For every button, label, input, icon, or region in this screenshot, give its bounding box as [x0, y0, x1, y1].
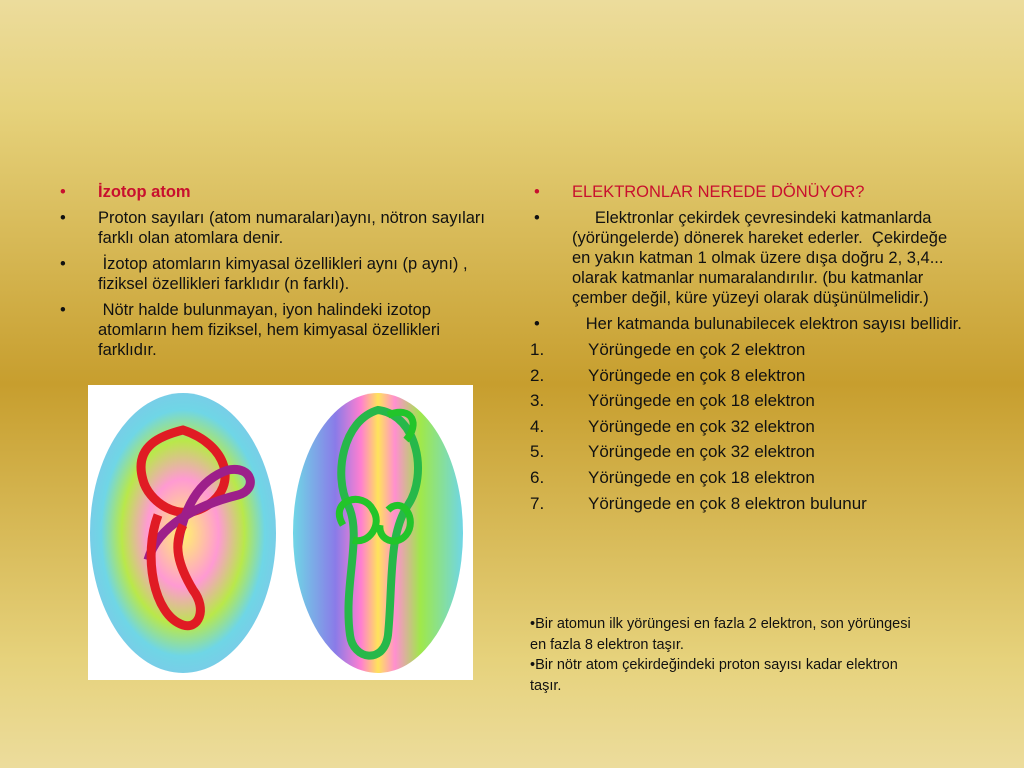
- list-item: [530, 182, 970, 202]
- list-item-text: Elektronlar çekirdek çevresindeki katmanlarda (yörüngelerde) dönerek hareket ederler. Çekirdeğe en yakın katman 1 olmak üzere dışa doğru 2, 3,4... olarak katmanlar numaralandırılır. (bu katmanlar çember değil, küre yüzeyi olarak düşünülmelidir.): [572, 209, 952, 307]
- note-line: •Bir nötr atom çekirdeğindeki proton sayısı kadar elektron taşır.: [530, 657, 898, 694]
- numbered-item: [530, 442, 970, 462]
- left-bullet-list: [56, 182, 496, 360]
- item-number: 1.: [530, 340, 545, 359]
- numbered-item-text: Yörüngede en çok 32 elektron: [588, 416, 815, 436]
- note-line: •Bir atomun ilk yörüngesi en fazla 2 elektron, son yörüngesi en fazla 8 elektron taşır.: [530, 616, 911, 653]
- numbered-item: [530, 417, 970, 437]
- list-item-text: Her katmanda bulunabilecek elektron sayısı bellidir.: [572, 315, 962, 333]
- numbered-item: [530, 366, 970, 386]
- bullet-mark: •: [534, 183, 540, 201]
- knot-illustration-left: [90, 393, 276, 673]
- bullet-mark: •: [60, 301, 66, 319]
- list-item: [56, 208, 496, 248]
- bullet-mark: •: [534, 315, 540, 333]
- item-number: 2.: [530, 365, 545, 385]
- numbered-item-text: Yörüngede en çok 2 elektron: [588, 340, 806, 359]
- item-number: 7.: [530, 493, 545, 513]
- list-item: [530, 208, 970, 308]
- knot-picture: [88, 385, 473, 680]
- bullet-mark: •: [534, 209, 540, 227]
- numbered-item-text: Yörüngede en çok 18 elektron: [588, 467, 815, 487]
- right-column: [530, 182, 970, 519]
- list-item-text: Nötr halde bulunmayan, iyon halindeki izotop atomların hem fiziksel, hem kimyasal özellikleri farklıdır.: [98, 301, 445, 359]
- left-column: [56, 182, 496, 366]
- numbered-item: [530, 468, 970, 488]
- numbered-item-text: Yörüngede en çok 8 elektron: [588, 365, 806, 385]
- numbered-item: [530, 494, 970, 514]
- orbit-numbered-list: [530, 340, 970, 514]
- numbered-item: [530, 391, 970, 411]
- knot-illustration-right: [293, 393, 463, 673]
- item-number: 4.: [530, 416, 545, 436]
- item-number: 6.: [530, 467, 545, 487]
- item-number: 5.: [530, 442, 545, 462]
- list-item: [56, 300, 496, 360]
- bullet-mark: •: [60, 209, 66, 227]
- list-item: [56, 254, 496, 294]
- left-heading: İzotop atom: [98, 183, 191, 201]
- numbered-item-text: Yörüngede en çok 8 elektron bulunur: [588, 493, 867, 513]
- bullet-mark: •: [60, 183, 66, 201]
- knot-illustration: [88, 385, 473, 680]
- list-item: [56, 182, 496, 202]
- list-item-text: İzotop atomların kimyasal özellikleri aynı (p aynı) , fiziksel özellikleri farklıdır (n farklı).: [98, 255, 473, 293]
- numbered-item-text: Yörüngede en çok 18 elektron: [588, 391, 815, 411]
- right-bullet-list: [530, 182, 970, 334]
- notes-block: [530, 614, 930, 696]
- list-item: [530, 314, 970, 334]
- numbered-item: [530, 340, 970, 360]
- item-number: 3.: [530, 391, 545, 411]
- right-heading: ELEKTRONLAR NEREDE DÖNÜYOR?: [572, 183, 865, 201]
- bullet-mark: •: [60, 255, 66, 273]
- list-item-text: Proton sayıları (atom numaraları)aynı, nötron sayıları farklı olan atomlara denir.: [98, 209, 485, 247]
- numbered-item-text: Yörüngede en çok 32 elektron: [588, 442, 815, 462]
